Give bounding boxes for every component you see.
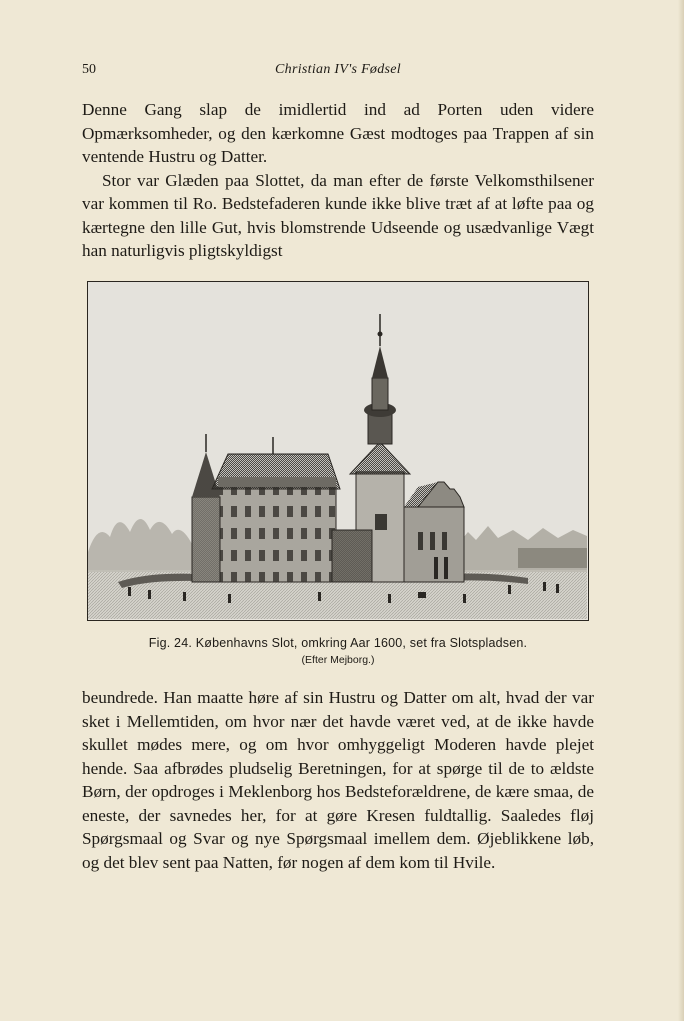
page-number: 50 <box>82 62 96 77</box>
running-title: Christian IV's Fødsel <box>275 62 401 77</box>
body-text-top <box>82 98 594 263</box>
page-edge <box>678 0 684 1021</box>
figure-source: (Efter Mejborg.) <box>301 654 375 666</box>
figure-caption: Fig. 24. Københavns Slot, omkring Aar 1600, set fra Slotspladsen. <box>148 636 528 650</box>
castle-engraving <box>88 282 587 619</box>
body-text-bottom <box>82 686 594 874</box>
figure-illustration <box>87 281 589 621</box>
page-header <box>82 62 594 82</box>
paragraph: beundrede. Han maatte høre af sin Hustru og Datter om alt, hvad der var sket i Mellemtiden, om hvor nær det havde været ved, at de ikke havde skullet mødes mere, og om hvor omhyggeligt Moderen havde plejet hende. Saa afbrødes pludselig Beretningen, for at spørge til de to ældste Børn, der opdroges i Meklenborg hos Bedsteforældrene, de kære smaa, de eneste, der savnedes her, for at gøre Kresen fuldtallig. Saaledes fløj Spørgsmaal og Svar og nye Spørgsmaal imellem dem. Øjeblikkene løb, og det blev sent paa Natten, før nogen af dem kom til Hvile. <box>82 688 594 872</box>
paragraph: Stor var Glæden paa Slottet, da man efter de første Velkomsthilsener var kommen til Ro. Bedstefaderen kunde ikke blive træt af at løfte paa og kærtegne den lille Gut, hvis blomstrende Udseende og usædvanlige Vægt han naturligvis pligtskyldigst <box>82 170 594 260</box>
paragraph: Denne Gang slap de imidlertid ind ad Porten uden videre Opmærksomheder, og den kærkomne Gæst modtoges paa Trappen af sin ventende Hustru og Datter. <box>82 100 594 166</box>
